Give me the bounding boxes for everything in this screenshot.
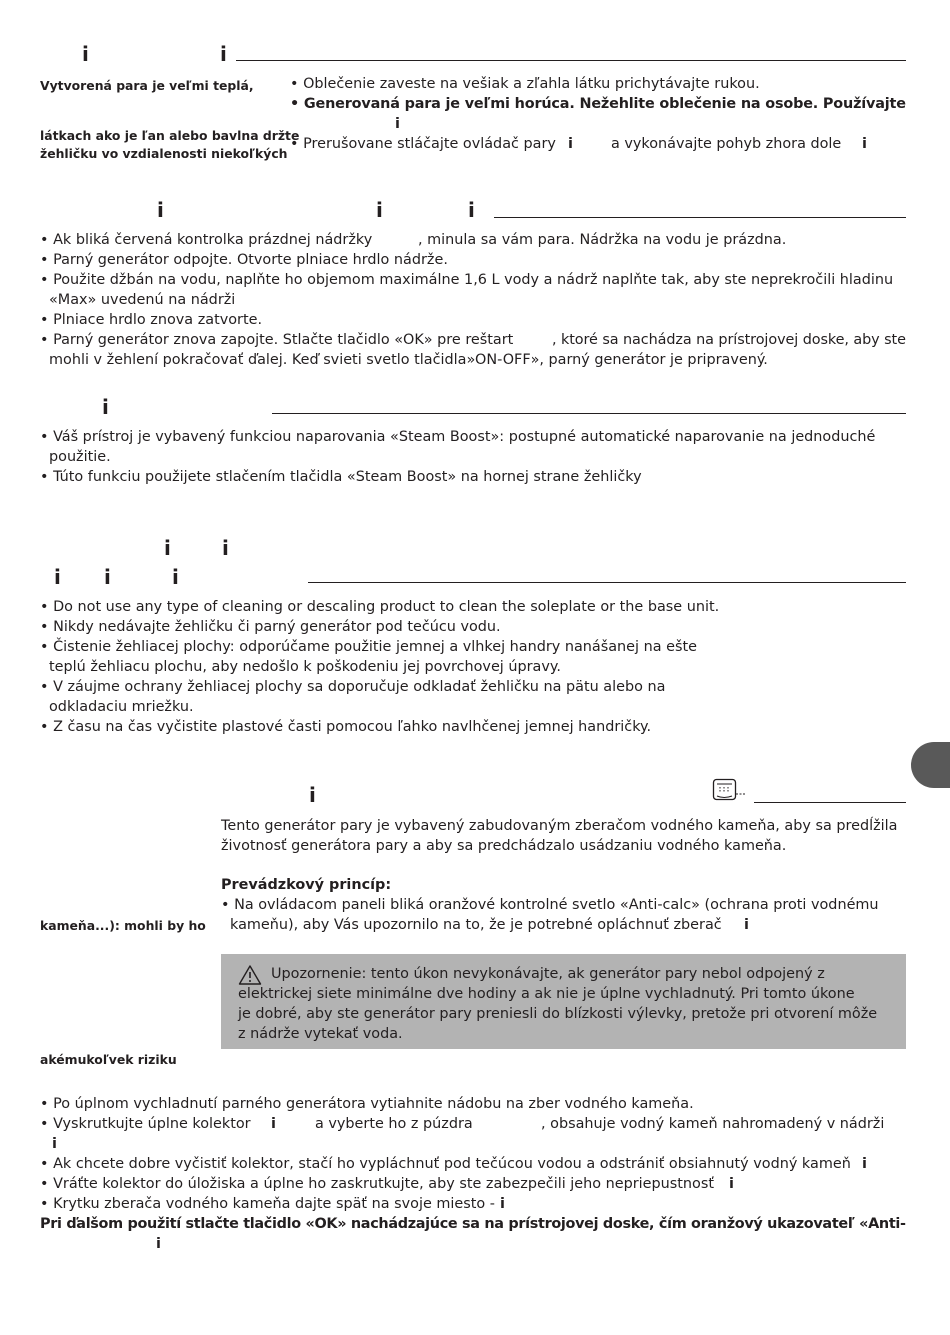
list-item: • Vráťte kolektor do úložiska a úplne ho zaskrutkujte, aby ste zabezpečili jeho nepriepustnosť <box>40 1176 714 1192</box>
list-item-continued: , ktoré sa nachádza na prístrojovej doske, aby ste <box>552 332 906 348</box>
list-item: • V záujme ochrany žehliacej plochy sa doporučuje odkladať žehličku na pätu alebo na <box>40 679 666 695</box>
list-item-continued: použitie. <box>49 449 111 465</box>
section-4-heading-glyph-2: i <box>222 536 229 560</box>
principle-title: Prevádzkový princíp: <box>221 877 392 893</box>
warning-triangle-icon <box>238 964 262 986</box>
section-5-rule <box>754 802 906 803</box>
anti-calc-collector-icon <box>712 778 748 804</box>
section-2-heading-glyph-2: i <box>376 198 383 222</box>
section-1-heading-glyph-2: i <box>220 42 227 66</box>
list-item: • Váš prístroj je vybavený funkciou naparovania «Steam Boost»: postupné automatické naparovanie na jednoduché <box>40 429 876 445</box>
intro-text: Tento generátor pary je vybavený zabudovaným zberačom vodného kameňa, aby sa predĺžila <box>221 818 898 834</box>
warning-box <box>221 954 906 1049</box>
list-item: • Z času na čas vyčistite plastové časti pomocou ľahko navlhčenej jemnej handričky. <box>40 719 652 735</box>
section-1-rule <box>236 60 906 61</box>
intro-text: životnosť generátora pary a aby sa predchádzalo usádzaniu vodného kameňa. <box>221 838 787 854</box>
glyph: i <box>156 1236 161 1252</box>
list-item-continued: teplú žehliacu plochu, aby nedošlo k poškodeniu jej povrchovej úpravy. <box>49 659 561 675</box>
section-4-subheading-glyph-3: i <box>172 565 179 589</box>
list-item-continued: odkladaciu mriežku. <box>49 699 194 715</box>
list-item-continued: , obsahuje vodný kameň nahromadený v nádrži <box>541 1116 885 1132</box>
list-item: • Krytku zberača vodného kameňa dajte späť na svoje miesto - <box>40 1196 495 1212</box>
section-5-heading-glyph: i <box>309 783 316 807</box>
section-3-rule <box>272 413 906 414</box>
section-4-subheading-glyph-1: i <box>54 565 61 589</box>
glyph: i <box>271 1116 276 1132</box>
glyph: i <box>395 116 400 132</box>
list-item-continued: , minula sa vám para. Nádržka na vodu je prázdna. <box>418 232 787 248</box>
list-item-continued: kameňu), aby Vás upozornilo na to, že je potrebné opláchnuť zberač <box>230 917 722 933</box>
list-item: • Ak chcete dobre vyčistiť kolektor, stačí ho vypláchnuť pod tečúcou vodou a odstrániť obsiahnutý vodný kameň <box>40 1156 851 1172</box>
warning-text: z nádrže vytekať voda. <box>238 1026 403 1042</box>
list-item-continued: a vyberte ho z púzdra <box>315 1116 473 1132</box>
page-tab <box>911 742 950 788</box>
list-item-continued: «Max» uvedenú na nádrži <box>49 292 236 308</box>
list-item-continued: a vykonávajte pohyb zhora dole <box>611 136 842 152</box>
glyph: i <box>500 1196 505 1212</box>
warning-text: Upozornenie: tento úkon nevykonávajte, ak generátor pary nebol odpojený z <box>271 966 825 982</box>
side-note: látkach ako je ľan alebo bavlna držte <box>40 128 300 143</box>
glyph: i <box>744 917 749 933</box>
glyph: i <box>729 1176 734 1192</box>
section-2-heading-glyph-1: i <box>157 198 164 222</box>
section-4-subheading-glyph-2: i <box>104 565 111 589</box>
glyph: i <box>52 1136 57 1152</box>
list-item: • Ak bliká červená kontrolka prázdnej nádržky <box>40 232 373 248</box>
list-item: • Parný generátor znova zapojte. Stlačte tlačidlo «OK» pre reštart <box>40 332 514 348</box>
side-note: žehličku vo vzdialenosti niekoľkých <box>40 146 288 161</box>
warning-text: je dobré, aby ste generátor pary preniesli do blízkosti výlevky, pretože pri otvorení môže <box>238 1006 878 1022</box>
list-item: • Na ovládacom paneli bliká oranžové kontrolné svetlo «Anti-calc» (ochrana proti vodnému <box>221 897 879 913</box>
list-item-continued: mohli v žehlení pokračovať ďalej. Keď svieti svetlo tlačidla»ON-OFF», parný generátor je pripravený. <box>49 352 768 368</box>
section-1-heading-glyph-1: i <box>82 42 89 66</box>
section-2-heading-glyph-3: i <box>468 198 475 222</box>
list-item: • Nikdy nedávajte žehličku či parný generátor pod tečúcu vodu. <box>40 619 501 635</box>
section-2-rule <box>494 217 906 218</box>
glyph: i <box>862 1156 867 1172</box>
glyph: i <box>862 136 867 152</box>
warning-text: elektrickej siete minimálne dve hodiny a ak nie je úplne vychladnutý. Pri tomto úkone <box>238 986 855 1002</box>
list-item: • Vyskrutkujte úplne kolektor <box>40 1116 251 1132</box>
list-item-bold: • Generovaná para je veľmi horúca. Nežehlite oblečenie na osobe. Používajte <box>290 96 906 112</box>
list-item: • Parný generátor odpojte. Otvorte plniace hrdlo nádrže. <box>40 252 448 268</box>
final-instruction: Pri ďalšom použití stlačte tlačidlo «OK» nachádzajúce sa na prístrojovej doske, čím oranžový ukazovateľ «Anti- <box>40 1216 906 1232</box>
list-item: • Do not use any type of cleaning or descaling product to clean the soleplate or the base unit. <box>40 599 720 615</box>
glyph: i <box>568 136 573 152</box>
side-note: akémukoľvek riziku <box>40 1052 177 1067</box>
list-item: • Prerušovane stláčajte ovládač pary <box>290 136 556 152</box>
list-item: • Oblečenie zaveste na vešiak a zľahla látku prichytávajte rukou. <box>290 76 760 92</box>
section-4-heading-glyph-1: i <box>164 536 171 560</box>
list-item: • Plniace hrdlo znova zatvorte. <box>40 312 263 328</box>
side-note: kameňa...): mohli by ho <box>40 918 206 933</box>
list-item: • Po úplnom vychladnutí parného generátora vytiahnite nádobu na zber vodného kameňa. <box>40 1096 694 1112</box>
section-3-heading-glyph: i <box>102 395 109 419</box>
list-item: • Túto funkciu použijete stlačením tlačidla «Steam Boost» na hornej strane žehličky <box>40 469 642 485</box>
list-item: • Čistenie žehliacej plochy: odporúčame použitie jemnej a vlhkej handry nanášanej na ešte <box>40 639 697 655</box>
side-note: Vytvorená para je veľmi teplá, <box>40 78 254 93</box>
list-item: • Použite džbán na vodu, naplňte ho objemom maximálne 1,6 L vody a nádrž naplňte tak, aby ste neprekročili hladinu <box>40 272 894 288</box>
section-4-rule <box>308 582 906 583</box>
